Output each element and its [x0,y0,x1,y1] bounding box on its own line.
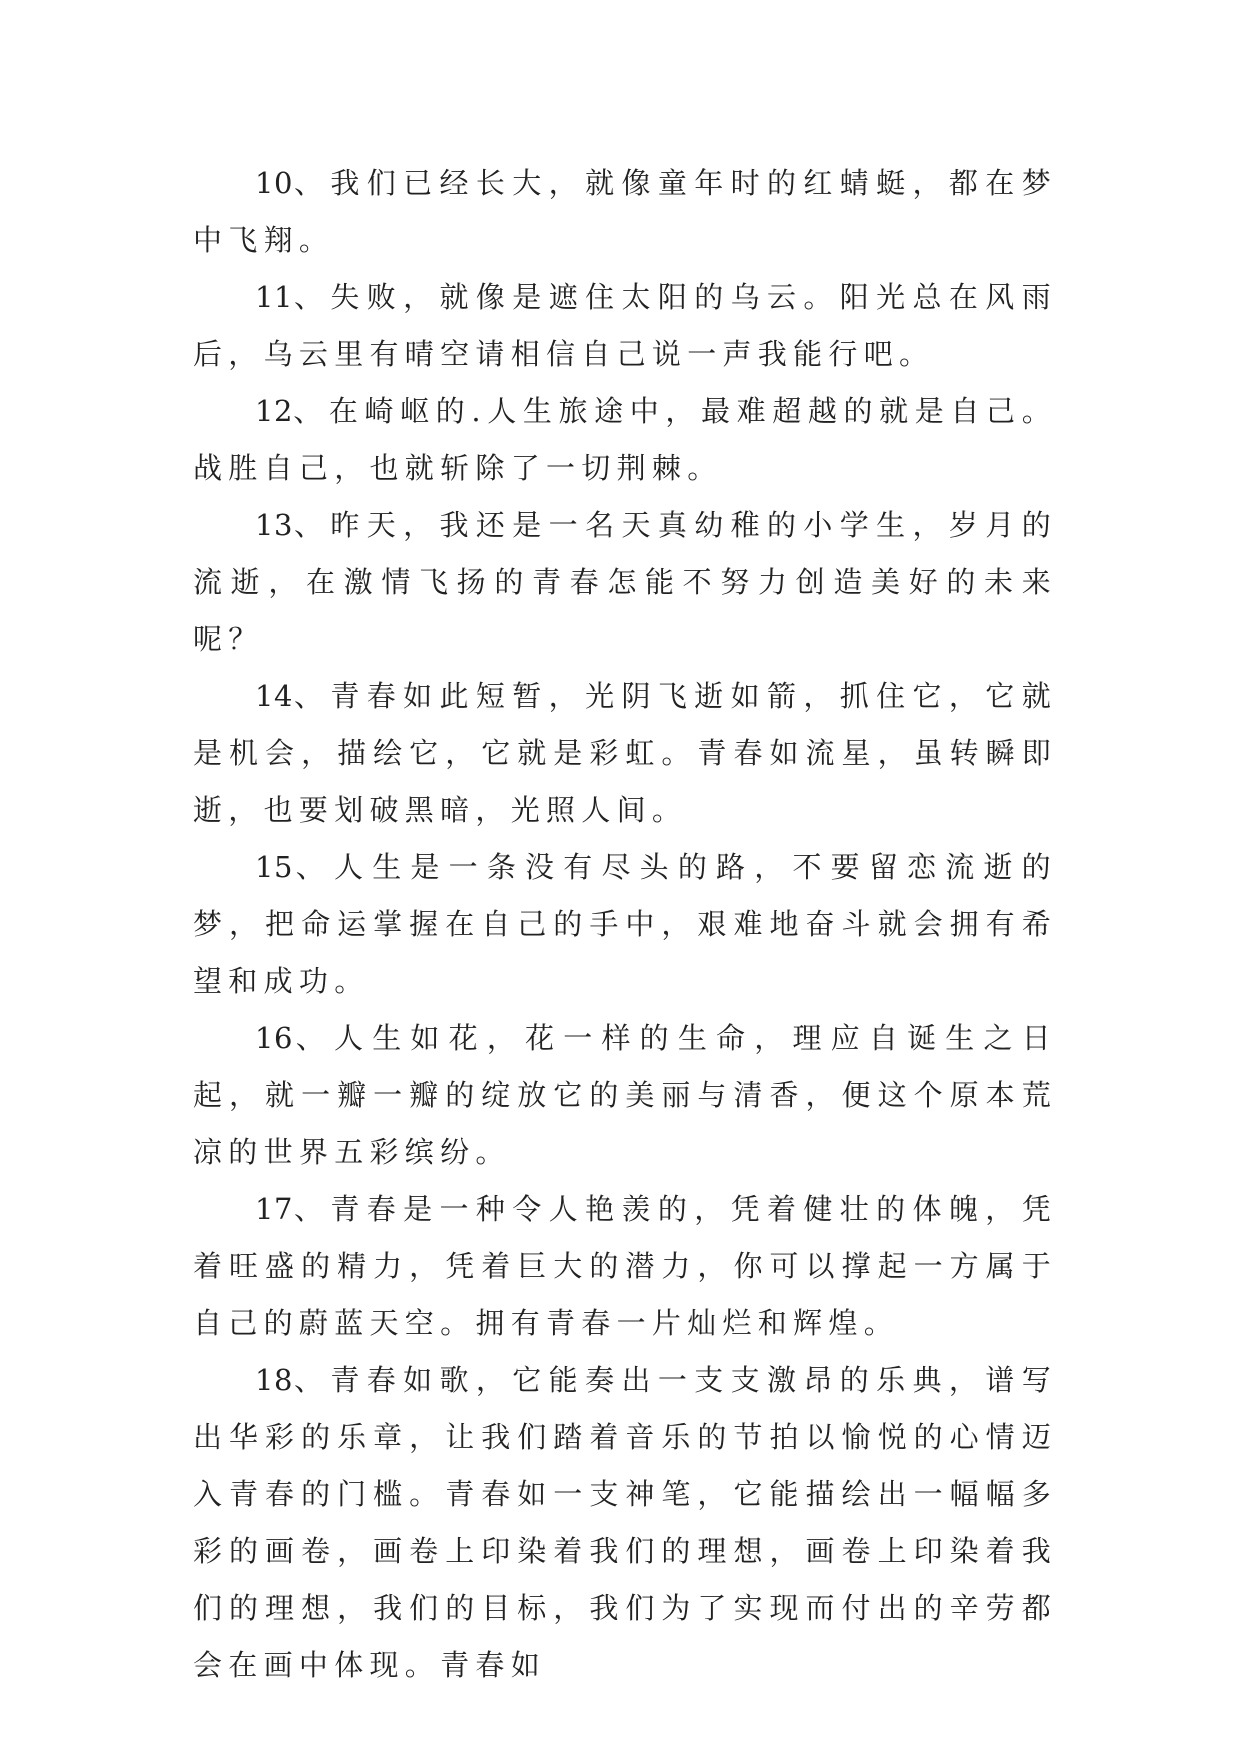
paragraph-14 [193,668,1057,839]
paragraph-11 [193,269,1057,383]
paragraph-number: 14 [255,679,293,713]
paragraph-text: 、人生是一条没有尽头的路，不要留恋流逝的梦，把命运掌握在自己的手中，艰难地奋斗就会拥有希望和成功。 [193,850,1057,998]
paragraph-text: 、昨天，我还是一名天真幼稚的小学生，岁月的流逝，在激情飞扬的青春怎能不努力创造美好的未来呢？ [193,508,1057,656]
paragraph-number: 16 [255,1021,293,1055]
paragraph-text: 、在崎岖的.人生旅途中，最难超越的就是自己。战胜自己，也就斩除了一切荆棘。 [193,394,1057,485]
paragraph-15 [193,839,1057,1010]
paragraph-number: 10 [255,166,293,200]
paragraph-text: 、青春如此短暂，光阴飞逝如箭，抓住它，它就是机会，描绘它，它就是彩虹。青春如流星，虽转瞬即逝，也要划破黑暗，光照人间。 [193,679,1057,827]
paragraph-number: 17 [255,1192,293,1226]
paragraph-text: 、失败，就像是遮住太阳的乌云。阳光总在风雨后，乌云里有晴空请相信自己说一声我能行吧。 [193,280,1057,371]
paragraph-number: 15 [255,850,293,884]
paragraph-text: 、人生如花，花一样的生命，理应自诞生之日起，就一瓣一瓣的绽放它的美丽与清香，便这个原本荒凉的世界五彩缤纷。 [193,1021,1057,1169]
paragraph-number: 12 [255,394,293,428]
document-body [193,155,1057,1694]
paragraph-number: 18 [255,1363,293,1397]
paragraph-16 [193,1010,1057,1181]
paragraph-number: 11 [255,280,293,314]
paragraph-18 [193,1352,1057,1694]
paragraph-number: 13 [255,508,293,542]
paragraph-17 [193,1181,1057,1352]
paragraph-10 [193,155,1057,269]
paragraph-13 [193,497,1057,668]
paragraph-text: 、青春如歌，它能奏出一支支激昂的乐典，谱写出华彩的乐章，让我们踏着音乐的节拍以愉悦的心情迈入青春的门槛。青春如一支神笔，它能描绘出一幅幅多彩的画卷，画卷上印染着我们的理想，画卷上印染着我们的理想，我们的目标，我们为了实现而付出的辛劳都会在画中体现。青春如 [193,1363,1057,1682]
paragraph-text: 、我们已经长大，就像童年时的红蜻蜓，都在梦中飞翔。 [193,166,1057,257]
paragraph-text: 、青春是一种令人艳羡的，凭着健壮的体魄，凭着旺盛的精力，凭着巨大的潜力，你可以撑起一方属于自己的蔚蓝天空。拥有青春一片灿烂和辉煌。 [193,1192,1057,1340]
paragraph-12 [193,383,1057,497]
